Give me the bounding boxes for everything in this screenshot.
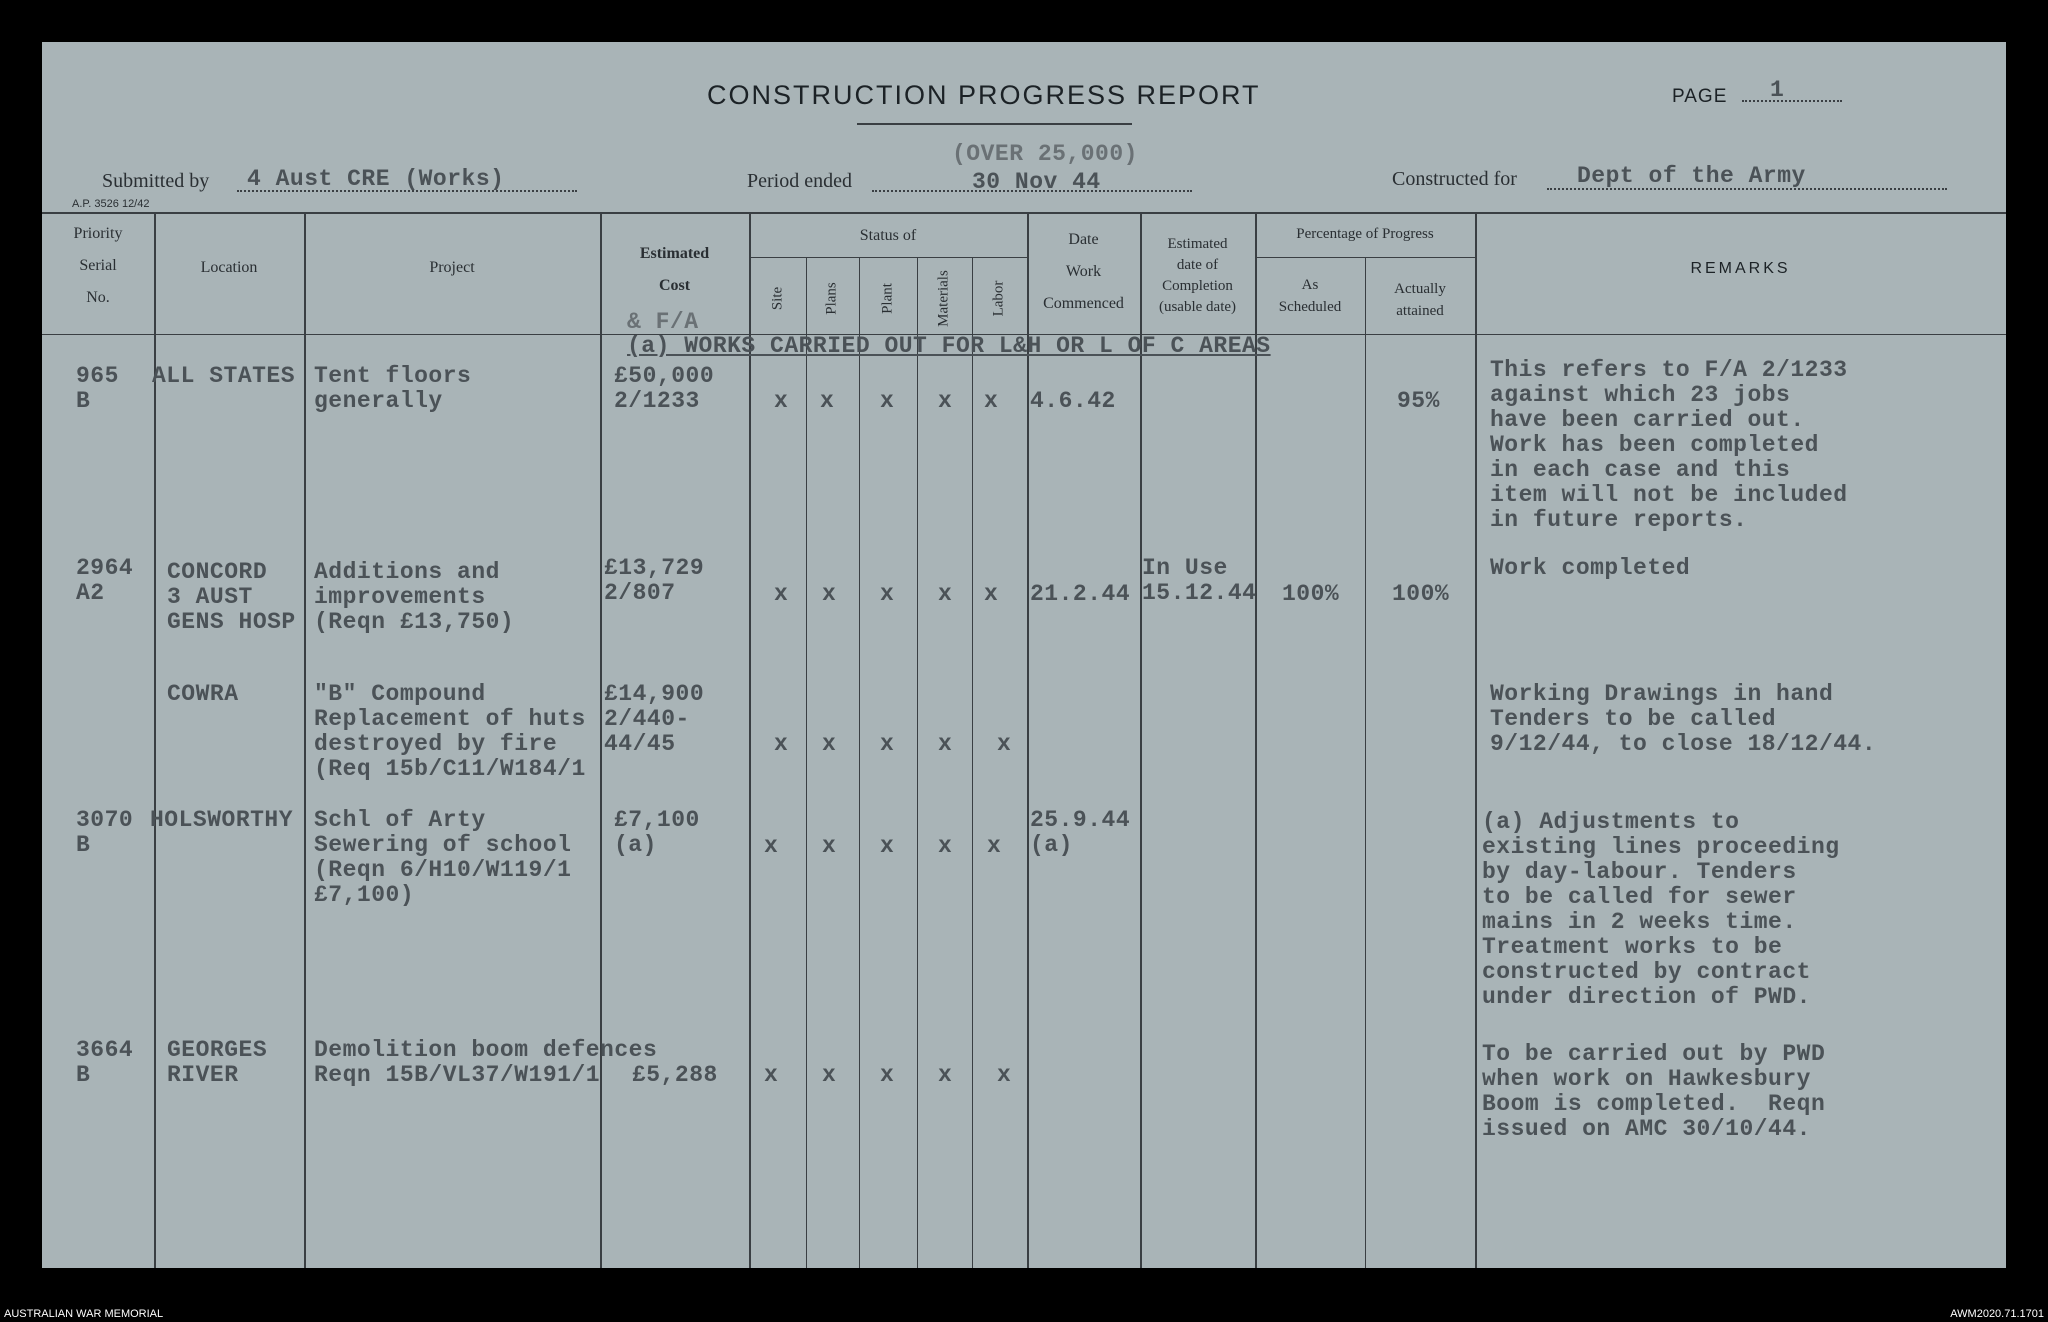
col-divider — [1365, 257, 1366, 1268]
row-location: HOLSWORTHY — [150, 807, 294, 833]
row-cost: £13,729 2/807 — [604, 555, 705, 606]
header-location: Location — [200, 259, 258, 276]
submitted-by-line — [237, 190, 577, 192]
table-top-rule — [42, 212, 2006, 214]
row-project: "B" Compound Replacement of huts destroyed by fire (Req 15b/C11/W184/1 — [314, 681, 586, 782]
row-location: COWRA — [167, 681, 239, 707]
period-ended-value: 30 Nov 44 — [972, 169, 1101, 195]
header-cost: Estimated Cost — [639, 245, 710, 294]
col-divider — [806, 257, 807, 1268]
row-project: Tent floors generally — [314, 363, 472, 414]
row-status-plant: x — [880, 388, 895, 414]
col-divider — [972, 257, 973, 1268]
row-remarks: (a) Adjustments to existing lines proceeding by day-labour. Tenders to be called for sewer mains in 2 weeks time. Treatment works to be constructed by contract under direction of PWD. — [1482, 809, 1840, 1010]
header-status-of: Status of — [859, 227, 917, 244]
row-remarks: This refers to F/A 2/1233 against which 23 jobs have been carried out. Work has been completed in each case and this item will not be included in future reports. — [1490, 357, 1848, 533]
row-project: Schl of Arty Sewering of school (Reqn 6/H10/W119/1 £7,100) — [314, 807, 572, 908]
header-percent: Percentage of Progress — [1296, 226, 1434, 242]
col-divider — [1140, 212, 1142, 1268]
row-status-materials: x — [938, 731, 953, 757]
header-est-completion: Estimated date of Completion (usable date) — [1158, 236, 1237, 315]
header-status-labor: Labor — [990, 280, 1007, 317]
header-project: Project — [429, 259, 475, 276]
row-status-site: x — [774, 388, 789, 414]
header-remarks: REMARKS — [1690, 260, 1791, 277]
header-status-site: Site — [769, 286, 786, 311]
row-serial: 3070 B — [76, 807, 134, 858]
row-status-plant: x — [880, 833, 895, 859]
row-cost: £5,288 — [632, 1062, 718, 1088]
row-status-site: x — [774, 731, 789, 757]
row-status-site: x — [764, 1062, 779, 1088]
period-ended-line — [872, 190, 1192, 192]
col-divider — [304, 212, 306, 1268]
row-status-site: x — [774, 581, 789, 607]
section-note: (a) WORKS CARRIED OUT FOR L&H OR L OF C AREAS — [627, 333, 1271, 359]
report-sheet — [42, 42, 2006, 1268]
page-number: 1 — [1770, 77, 1785, 103]
row-status-plant: x — [880, 731, 895, 757]
row-serial: 3664 B — [76, 1037, 134, 1088]
page-label: PAGE — [1672, 86, 1728, 107]
row-status-labor: x — [997, 1062, 1012, 1088]
row-project: Additions and improvements (Reqn £13,750) — [314, 559, 515, 635]
row-location: CONCORD 3 AUST GENS HOSP — [167, 559, 296, 635]
row-status-plans: x — [822, 581, 837, 607]
row-date: 25.9.44 (a) — [1030, 807, 1131, 858]
row-remarks: Work completed — [1490, 555, 1691, 581]
col-divider — [859, 257, 860, 1268]
submitted-by-value: 4 Aust CRE (Works) — [247, 166, 505, 192]
row-attained: 95% — [1397, 388, 1440, 414]
col-divider — [1255, 212, 1257, 1268]
row-status-plans: x — [822, 1062, 837, 1088]
col-divider — [749, 212, 751, 1268]
row-status-plans: x — [822, 731, 837, 757]
row-status-materials: x — [938, 833, 953, 859]
row-remarks: To be carried out by PWD when work on Hawkesbury Boom is completed. Reqn issued on AMC 30/10/44. — [1482, 1041, 1826, 1142]
cost-prefix: & F/A — [627, 309, 699, 335]
form-code: A.P. 3526 12/42 — [72, 198, 150, 210]
header-actually-attained: Actually attained — [1394, 281, 1446, 319]
row-completion: In Use 15.12.44 — [1142, 555, 1257, 606]
row-status-labor: x — [997, 731, 1012, 757]
period-note: (OVER 25,000) — [952, 141, 1138, 167]
row-status-plans: x — [820, 388, 835, 414]
col-divider — [917, 257, 918, 1268]
constructed-for-value: Dept of the Army — [1577, 163, 1806, 189]
footer-accession: AWM2020.71.1701 — [1950, 1308, 2044, 1320]
row-serial: 2964 A2 — [76, 555, 134, 606]
row-remarks: Working Drawings in hand Tenders to be called 9/12/44, to close 18/12/44. — [1490, 681, 1877, 757]
row-project: Demolition boom defences Reqn 15B/VL37/W191/1 — [314, 1037, 658, 1088]
row-status-materials: x — [938, 1062, 953, 1088]
row-status-materials: x — [938, 388, 953, 414]
header-status-plant: Plant — [879, 283, 896, 314]
row-location: ALL STATES — [152, 363, 296, 389]
page-number-line — [1742, 100, 1842, 102]
col-divider — [1475, 212, 1477, 1268]
row-date: 21.2.44 — [1030, 581, 1131, 607]
header-priority: Priority Serial No. — [73, 225, 123, 306]
row-status-plans: x — [822, 833, 837, 859]
row-status-plant: x — [880, 581, 895, 607]
header-date-work: Date Work Commenced — [1043, 231, 1124, 312]
row-status-labor: x — [987, 833, 1002, 859]
header-status-materials: Materials — [935, 270, 952, 327]
row-status-plant: x — [880, 1062, 895, 1088]
header-status-plans: Plans — [823, 282, 840, 315]
row-attained: 100% — [1392, 581, 1450, 607]
submitted-by-label: Submitted by — [102, 170, 210, 192]
footer-credit: AUSTRALIAN WAR MEMORIAL — [4, 1308, 164, 1320]
percent-header-rule — [1257, 257, 1475, 258]
period-ended-label: Period ended — [747, 170, 852, 192]
row-location: GEORGES RIVER — [167, 1037, 268, 1088]
row-status-labor: x — [984, 388, 999, 414]
report-title: CONSTRUCTION PROGRESS REPORT — [707, 80, 1261, 110]
row-status-site: x — [764, 833, 779, 859]
row-cost: £14,900 2/440- 44/45 — [604, 681, 705, 757]
constructed-for-line — [1547, 188, 1947, 190]
row-serial: 965 B — [76, 363, 119, 414]
row-status-labor: x — [984, 581, 999, 607]
row-cost: £7,100 (a) — [614, 807, 700, 858]
row-cost: £50,000 2/1233 — [614, 363, 715, 414]
constructed-for-label: Constructed for — [1392, 168, 1517, 190]
title-underline — [857, 123, 1132, 125]
header-as-scheduled: As Scheduled — [1278, 277, 1342, 315]
row-status-materials: x — [938, 581, 953, 607]
row-date: 4.6.42 — [1030, 388, 1116, 414]
col-divider — [1027, 212, 1029, 1268]
row-scheduled: 100% — [1282, 581, 1340, 607]
col-divider — [600, 212, 602, 1268]
